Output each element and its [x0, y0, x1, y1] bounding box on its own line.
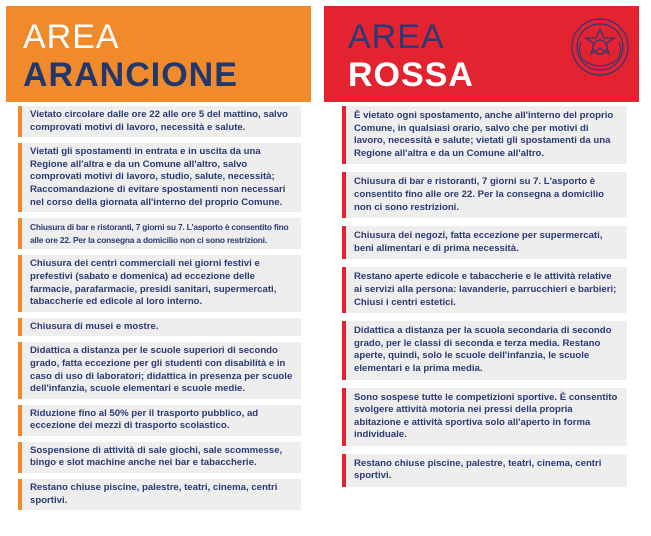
area-rossa-panel	[324, 6, 639, 528]
area-rossa-header	[324, 6, 639, 102]
arancione-rule-item: Riduzione fino al 50% per il trasporto pubblico, ad eccezione dei mezzi di trasporto scolastico.	[18, 405, 301, 436]
arancione-rule-item: Chiusura di bar e ristoranti, 7 giorni su 7. L'asporto è consentito fino alle ore 22. Per la consegna a domicilio non ci sono restrizioni.	[18, 218, 301, 249]
area-rossa-title-line1: AREA	[348, 18, 445, 56]
rossa-rule-item: Sono sospese tutte le competizioni sportive. È consentito svolgere attività motoria nei pressi della propria abitazione e attività sportiva solo all'aperto in forma individuale.	[342, 388, 627, 446]
arancione-rule-item: Vietato circolare dalle ore 22 alle ore 5 del mattino, salvo comprovati motivi di lavoro, necessità e salute.	[18, 106, 301, 137]
rossa-rule-item: È vietato ogni spostamento, anche all'interno del proprio Comune, in qualsiasi orario, salvo che per motivi di lavoro, necessità e salute; vietati gli spostamenti da una Regione all'altra e da un Comune all'altro.	[342, 106, 627, 164]
area-rossa-title-line2: ROSSA	[348, 56, 474, 94]
arancione-rule-item: Chiusura dei centri commerciali nei giorni festivi e prefestivi (sabato e domenica) ad eccezione delle farmacie, parafarmacie, presidi sanitari, supermercati, tabaccherie ed edicole al loro interno.	[18, 255, 301, 311]
rossa-rule-item: Chiusura di bar e ristoranti, 7 giorni su 7. L'asporto è consentito fino alle ore 22. Per la consegna a domicilio non ci sono restrizioni.	[342, 172, 627, 218]
arancione-rule-item: Chiusura di musei e mostre.	[18, 318, 301, 337]
area-arancione-title-line1: AREA	[23, 18, 120, 56]
rossa-rule-item: Restano aperte edicole e tabaccherie e le attività relative ai servizi alla persona: lavanderie, parrucchieri e barbieri; Chiusi i centri estetici.	[342, 267, 627, 313]
arancione-rule-item: Didattica a distanza per le scuole superiori di secondo grado, fatta eccezione per gli studenti con disabilità e in caso di uso di laboratori; didattica in presenza per scuole dell'infanzia, scuole elementari e scuole medie.	[18, 342, 301, 398]
area-arancione-title-line2: ARANCIONE	[23, 56, 238, 94]
arancione-rule-item: Vietati gli spostamenti in entrata e in uscita da una Regione all'altra e da un Comune all'altro, salvo comprovati motivi di lavoro, studio, salute, necessità; Raccomandazione di evitare spostamenti non necessari nel corso della giornata all'interno del proprio Comune.	[18, 143, 301, 212]
rossa-rule-item: Chiusura dei negozi, fatta eccezione per supermercati, beni alimentari e di prima necessità.	[342, 226, 627, 259]
area-arancione-list	[6, 102, 311, 528]
arancione-rule-item: Sospensione di attività di sale giochi, sale scommesse, bingo e slot machine anche nei bar e tabaccherie.	[18, 442, 301, 473]
arancione-rule-item: Restano chiuse piscine, palestre, teatri, cinema, centri sportivi.	[18, 479, 301, 510]
area-arancione-panel	[6, 6, 311, 528]
rossa-rule-item: Didattica a distanza per la scuola secondaria di secondo grado, per le classi di seconda e terza media. Restano aperte, quindi, solo le scuole dell'infanzia, le scuole elementari e la prima media.	[342, 321, 627, 379]
italian-republic-emblem-icon	[569, 16, 631, 78]
area-rossa-list	[324, 102, 639, 528]
rossa-rule-item: Restano chiuse piscine, palestre, teatri, cinema, centri sportivi.	[342, 454, 627, 487]
area-arancione-header	[6, 6, 311, 102]
